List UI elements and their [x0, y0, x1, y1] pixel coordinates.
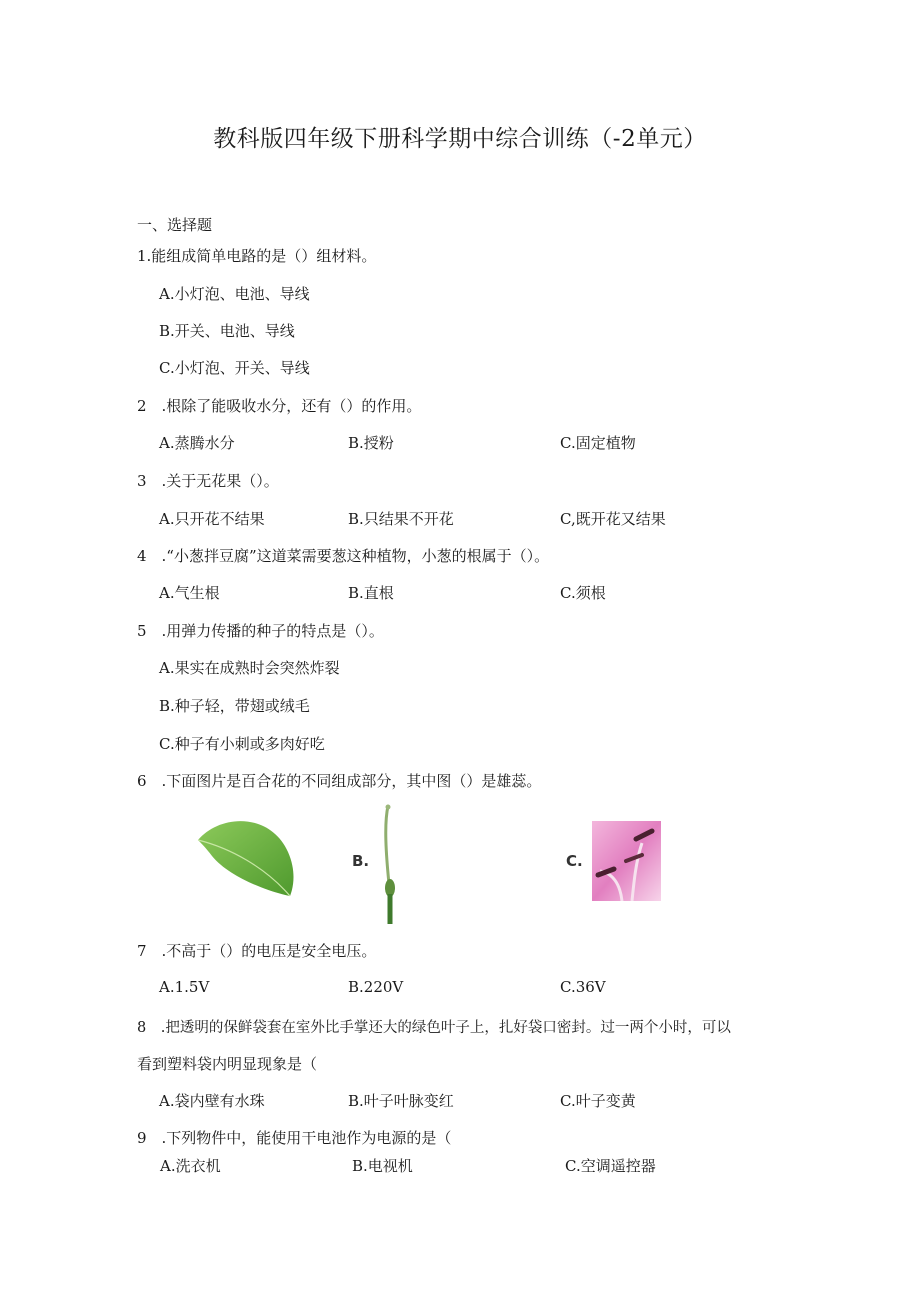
q3-option-a: A.只开花不结果 [159, 510, 265, 528]
q1-option-c: C.小灯泡、开关、导线 [159, 359, 310, 377]
pistil-image [378, 804, 402, 926]
q1-option-a: A.小灯泡、电池、导线 [159, 285, 310, 303]
section-heading: 一、选择题 [137, 216, 213, 234]
question-2: 2 .根除了能吸收水分，还有（）的作用。 [137, 397, 422, 415]
q1-option-b: B.开关、电池、导线 [159, 322, 295, 340]
image-label-b: B. [352, 852, 370, 870]
q7-option-c: C.36V [560, 978, 606, 996]
question-7: 7 .不高于（）的电压是安全电压。 [137, 942, 377, 960]
q7-option-b: B.220V [348, 978, 404, 996]
question-3: 3 .关于无花果（）。 [137, 472, 279, 490]
q7-option-a: A.1.5V [159, 978, 210, 996]
q4-option-b: B.直根 [348, 584, 394, 602]
q8-option-a: A.袋内壁有水珠 [159, 1092, 265, 1110]
question-6: 6 .下面图片是百合花的不同组成部分，其中图（）是雄蕊。 [137, 772, 542, 790]
question-5: 5 .用弹力传播的种子的特点是（）。 [137, 622, 384, 640]
q9-option-c: C.空调遥控器 [565, 1157, 656, 1175]
q5-option-a: A.果实在成熟时会突然炸裂 [159, 659, 340, 677]
question-8-line-2: 看到塑料袋内明显现象是（ [137, 1055, 318, 1073]
q5-option-c: C.种子有小刺或多肉好吃 [159, 735, 325, 753]
q2-option-a: A.蒸腾水分 [159, 434, 235, 452]
image-label-c: C. [566, 852, 583, 870]
q9-option-b: B.电视机 [352, 1157, 413, 1175]
page-title: 教科版四年级下册科学期中综合训练（-2单元） [213, 126, 707, 152]
q4-option-c: C.须根 [560, 584, 606, 602]
question-8-line-1: 8 .把透明的保鲜袋套在室外比手掌还大的绿色叶子上，扎好袋口密封。过一两个小时，可以 [137, 1020, 731, 1036]
question-1: 1.能组成简单电路的是（）组材料。 [137, 247, 377, 265]
leaf-image [190, 812, 300, 902]
q9-option-a: A.洗衣机 [160, 1157, 221, 1175]
q2-option-c: C.固定植物 [560, 434, 636, 452]
q8-option-c: C.叶子变黄 [560, 1092, 636, 1110]
q8-option-b: B.叶子叶脉变红 [348, 1092, 454, 1110]
q2-option-b: B.授粉 [348, 434, 394, 452]
question-4: 4 .“小葱拌豆腐”这道菜需要葱这种植物，小葱的根属于（）。 [137, 547, 550, 565]
q3-option-b: B.只结果不开花 [348, 510, 454, 528]
q4-option-a: A.气生根 [159, 584, 220, 602]
question-9: 9 .下列物件中，能使用干电池作为电源的是（ [137, 1129, 452, 1147]
q3-option-c: C,既开花又结果 [560, 510, 666, 528]
q5-option-b: B.种子轻，带翅或绒毛 [159, 697, 310, 715]
stamen-image [592, 821, 661, 901]
